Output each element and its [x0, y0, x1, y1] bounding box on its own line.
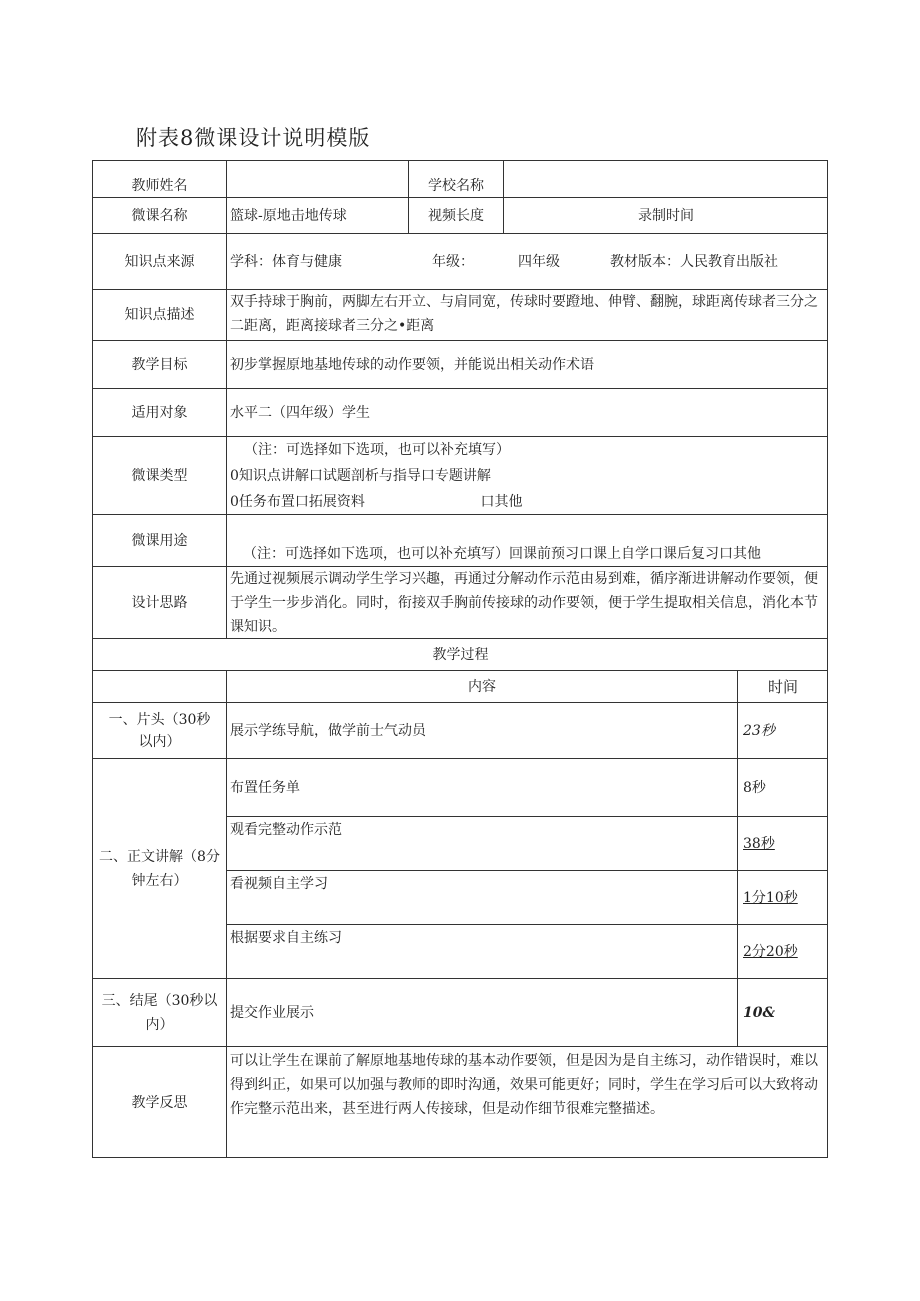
source-row — [226, 233, 828, 289]
section-row-content: 布置任务单 — [226, 758, 737, 816]
time-header: 时间 — [737, 670, 828, 702]
goal-label: 教学目标 — [92, 340, 226, 388]
type-line-2b: 口其他 — [480, 494, 523, 510]
content-header: 内容 — [226, 670, 737, 702]
section-row-time: 1分10秒 — [737, 870, 828, 924]
section-row-time: 38秒 — [737, 816, 828, 870]
section-label: 三、结尾（30秒以内） — [92, 978, 226, 1046]
design-label: 设计思路 — [92, 566, 226, 638]
source-label: 知识点来源 — [92, 233, 226, 289]
edition-text: 教材版本：人民教育出版社 — [610, 253, 778, 270]
grade-value: 四年级 — [518, 253, 560, 270]
type-note: （注：可选择如下选项，也可以补充填写） — [244, 442, 510, 458]
section-row-time: 2分20秒 — [737, 924, 828, 978]
page-title: 附表8微课设计说明模版 — [136, 126, 371, 150]
section-row-time: 10& — [737, 978, 828, 1046]
section-row-content: 观看完整动作示范 — [226, 816, 737, 870]
type-line-2 — [230, 489, 826, 515]
course-label: 微课名称 — [92, 197, 226, 233]
section-row-content: 展示学练导航，做学前士气动员 — [226, 702, 737, 758]
reflection-label: 教学反思 — [92, 1046, 226, 1158]
type-line-1: 0知识点讲解口试题剖析与指导口专题讲解 — [230, 468, 491, 484]
use-label: 微课用途 — [92, 514, 226, 566]
section-row-time: 8秒 — [737, 758, 828, 816]
use-text: （注：可选择如下选项，也可以补充填写）回课前预习口课上自学口课后复习口其他 — [226, 514, 828, 566]
type-line-2a: 0任务布置口拓展资料 — [230, 494, 365, 510]
process-header-blank — [92, 670, 226, 702]
section-row-content: 根据要求自主练习 — [226, 924, 737, 978]
school-name-field[interactable] — [503, 160, 828, 197]
teacher-name-field[interactable] — [226, 160, 408, 197]
section-label: 一、片头（30秒以内） — [92, 702, 226, 758]
type-options — [226, 436, 828, 514]
teacher-label: 教师姓名 — [92, 160, 226, 197]
course-name-value: 篮球-原地击地传球 — [226, 197, 408, 233]
describe-label: 知识点描述 — [92, 289, 226, 340]
goal-text: 初步掌握原地基地传球的动作要领，并能说出相关动作术语 — [226, 340, 828, 388]
process-title: 教学过程 — [92, 638, 828, 670]
section-row-content: 看视频自主学习 — [226, 870, 737, 924]
school-label: 学校名称 — [408, 160, 503, 197]
audience-text: 水平二（四年级）学生 — [226, 388, 828, 436]
describe-text: 双手持球于胸前，两脚左右开立、与肩同宽，传球时要蹬地、伸臂、翻腕，球距离传球者三分之二距离，距离接球者三分之•距离 — [226, 289, 828, 340]
design-text: 先通过视频展示调动学生学习兴趣，再通过分解动作示范由易到难，循序渐进讲解动作要领，便于学生一步步消化。同时，衔接双手胸前传接球的动作要领，便于学生提取相关信息，消化本节课知识。 — [226, 566, 828, 638]
reflection-text: 可以让学生在课前了解原地基地传球的基本动作要领，但是因为是自主练习，动作错误时，难以得到纠正，如果可以加强与教师的即时沟通，效果可能更好；同时，学生在学习后可以大致将动作完整示范出来，甚至进行两人传接球，但是动作细节很难完整描述。 — [226, 1046, 828, 1158]
record-time-label: 录制时间 — [503, 197, 828, 233]
video-length-label: 视频长度 — [408, 197, 503, 233]
type-label: 微课类型 — [92, 436, 226, 514]
audience-label: 适用对象 — [92, 388, 226, 436]
section-row-time: 23秒 — [737, 702, 828, 758]
subject-text: 学科：体育与健康 — [230, 253, 342, 270]
section-label: 二、正文讲解（8分钟左右） — [92, 758, 226, 978]
grade-label: 年级： — [432, 253, 474, 270]
section-row-content: 提交作业展示 — [226, 978, 737, 1046]
